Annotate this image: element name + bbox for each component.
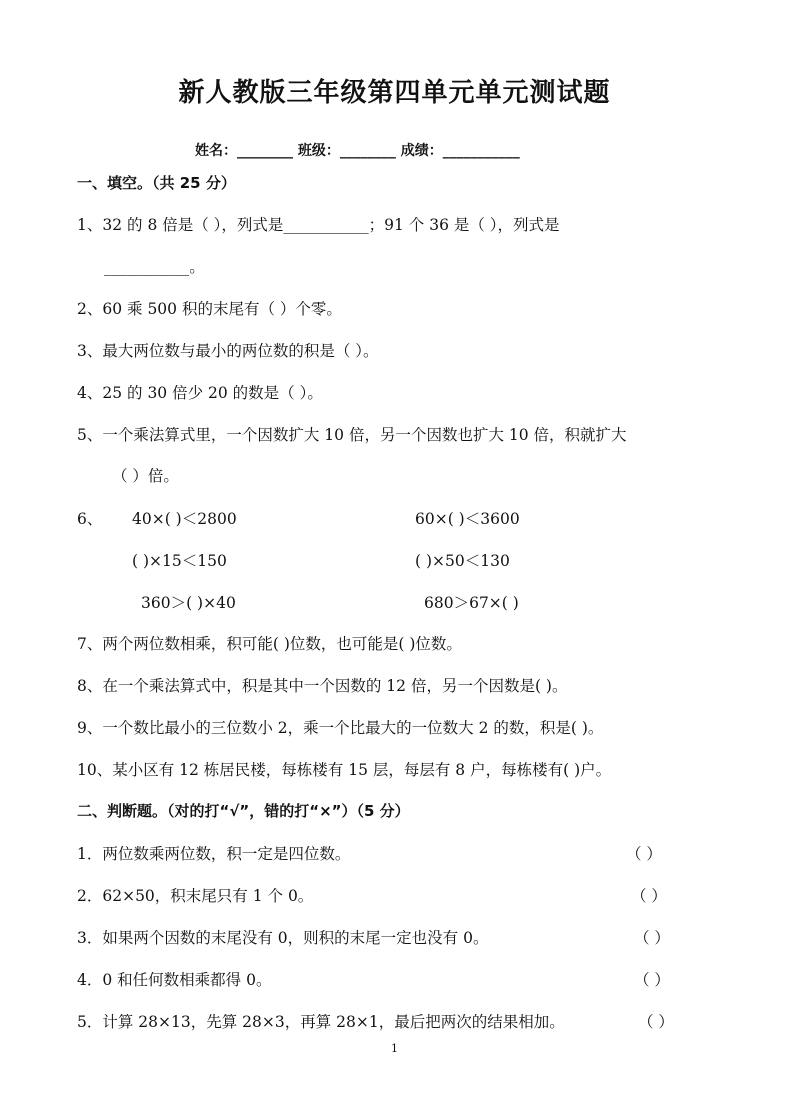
question-1-line2: ___________。 [104, 258, 205, 276]
question-5-line1: 5、一个乘法算式里，一个因数扩大 10 倍，另一个因数也扩大 10 倍，积就扩大 [77, 426, 627, 444]
judge-item-5-answer[interactable]: （ ） [638, 1013, 674, 1031]
section1-heading: 一、填空。（共 25 分） [77, 174, 236, 192]
judge-item-3-text: 3．如果两个因数的末尾没有 0，则积的末尾一定也没有 0。 [77, 929, 489, 947]
judge-item-1-text: 1．两位数乘两位数，积一定是四位数。 [77, 845, 351, 863]
question-8: 8、在一个乘法算式中，积是其中一个因数的 12 倍，另一个因数是( )。 [77, 677, 568, 695]
judge-item-4-answer[interactable]: （ ） [634, 971, 670, 989]
question-6-row3-left: 360＞( )×40 [141, 594, 236, 612]
question-10: 10、某小区有 12 栋居民楼，每栋楼有 15 层，每层有 8 户，每栋楼有( )户。 [77, 761, 612, 779]
question-5-line2: （ ）倍。 [112, 467, 179, 485]
question-6-row1-left: 40×( )＜2800 [132, 510, 237, 528]
question-6-row3-right: 680＞67×( ) [424, 594, 519, 612]
page-title: 新人教版三年级第四单元单元测试题 [178, 78, 611, 108]
question-2: 2、60 乘 500 积的末尾有（ ）个零。 [77, 300, 342, 318]
page-number: 1 [391, 1042, 398, 1055]
question-1-line1: 1、32 的 8 倍是（ ），列式是___________；91 个 36 是（ ），列式是 [77, 216, 560, 234]
question-7: 7、两个两位数相乘，积可能( )位数，也可能是( )位数。 [77, 635, 462, 653]
judge-item-2-answer[interactable]: （ ） [631, 887, 667, 905]
question-4: 4、25 的 30 倍少 20 的数是（ ）。 [77, 384, 323, 402]
question-6-label: 6、 [77, 510, 103, 528]
question-6-row2-left: ( )×15＜150 [132, 552, 227, 570]
judge-item-2-text: 2．62×50，积末尾只有 1 个 0。 [77, 887, 314, 905]
judge-item-4-text: 4．0 和任何数相乘都得 0。 [77, 971, 272, 989]
judge-item-3-answer[interactable]: （ ） [634, 929, 670, 947]
judge-item-5-text: 5．计算 28×13，先算 28×3，再算 28×1，最后把两次的结果相加。 [77, 1013, 565, 1031]
question-9: 9、一个数比最小的三位数小 2，乘一个比最大的一位数大 2 的数，积是( )。 [77, 719, 604, 737]
question-6-row1-right: 60×( )＜3600 [415, 510, 520, 528]
question-3: 3、最大两位数与最小的两位数的积是（ ）。 [77, 342, 379, 360]
student-info: 姓名：________ 班级：________ 成绩：___________ [195, 143, 520, 159]
judge-item-1-answer[interactable]: （ ） [626, 845, 662, 863]
section2-heading: 二、判断题。（对的打“√”，错的打“×”）（5 分） [77, 802, 410, 820]
question-6-row2-right: ( )×50＜130 [415, 552, 510, 570]
